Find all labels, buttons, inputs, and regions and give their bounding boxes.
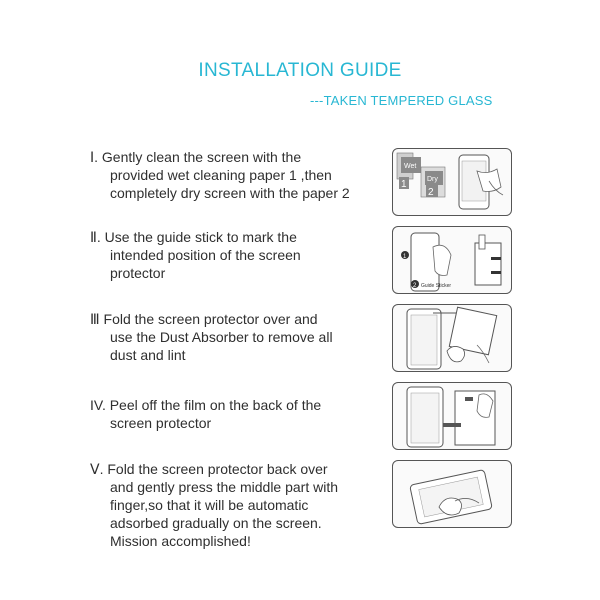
- step-1-line-2: provided wet cleaning paper 1 ,then: [110, 167, 332, 183]
- marker-1: 1: [403, 254, 407, 260]
- step-4-line-2: screen protector: [110, 415, 212, 431]
- wet-label: Wet: [404, 163, 417, 170]
- step-4-line-1: IV. Peel off the film on the back of the: [90, 397, 322, 413]
- dust-absorber-illustration: [392, 304, 512, 372]
- cleaning-wipes-illustration: [392, 148, 512, 216]
- page-subtitle: ---TAKEN TEMPERED GLASS: [310, 93, 493, 108]
- step-2-text: [90, 228, 380, 282]
- step-5-line-3: finger,so that it will be automatic: [110, 497, 309, 513]
- peel-film-illustration: [392, 382, 512, 450]
- step-1-line-3: completely dry screen with the paper 2: [110, 185, 350, 201]
- step-3-line-2: use the Dust Absorber to remove all: [110, 329, 333, 345]
- dry-number: 2: [428, 187, 434, 198]
- step-3-line-1: Ⅲ Fold the screen protector over and: [90, 311, 318, 327]
- guide-sticker-label: Guide Sticker: [421, 283, 452, 289]
- page-title: INSTALLATION GUIDE: [198, 60, 402, 81]
- step-3-text: [90, 310, 380, 364]
- dry-label: Dry: [427, 176, 438, 183]
- guide-stick-illustration: [392, 226, 512, 294]
- step-5-line-5: Mission accomplished!: [110, 533, 251, 549]
- step-5-line-1: Ⅴ. Fold the screen protector back over: [90, 461, 328, 477]
- step-1-line-1: Ⅰ. Gently clean the screen with the: [90, 149, 302, 165]
- wet-number: 1: [401, 179, 407, 190]
- step-2-line-1: Ⅱ. Use the guide stick to mark the: [90, 229, 297, 245]
- step-4-text: [90, 396, 380, 432]
- marker-2: 2: [413, 283, 417, 289]
- step-2-line-2: intended position of the screen: [110, 247, 301, 263]
- step-5-text: [90, 460, 380, 550]
- step-5-line-2: and gently press the middle part with: [110, 479, 339, 495]
- step-2-line-3: protector: [110, 265, 166, 281]
- step-5-line-4: adsorbed gradually on the screen.: [110, 515, 322, 531]
- press-finger-illustration: [392, 460, 512, 528]
- step-1-text: [90, 148, 380, 202]
- step-3-line-3: dust and lint: [110, 347, 186, 363]
